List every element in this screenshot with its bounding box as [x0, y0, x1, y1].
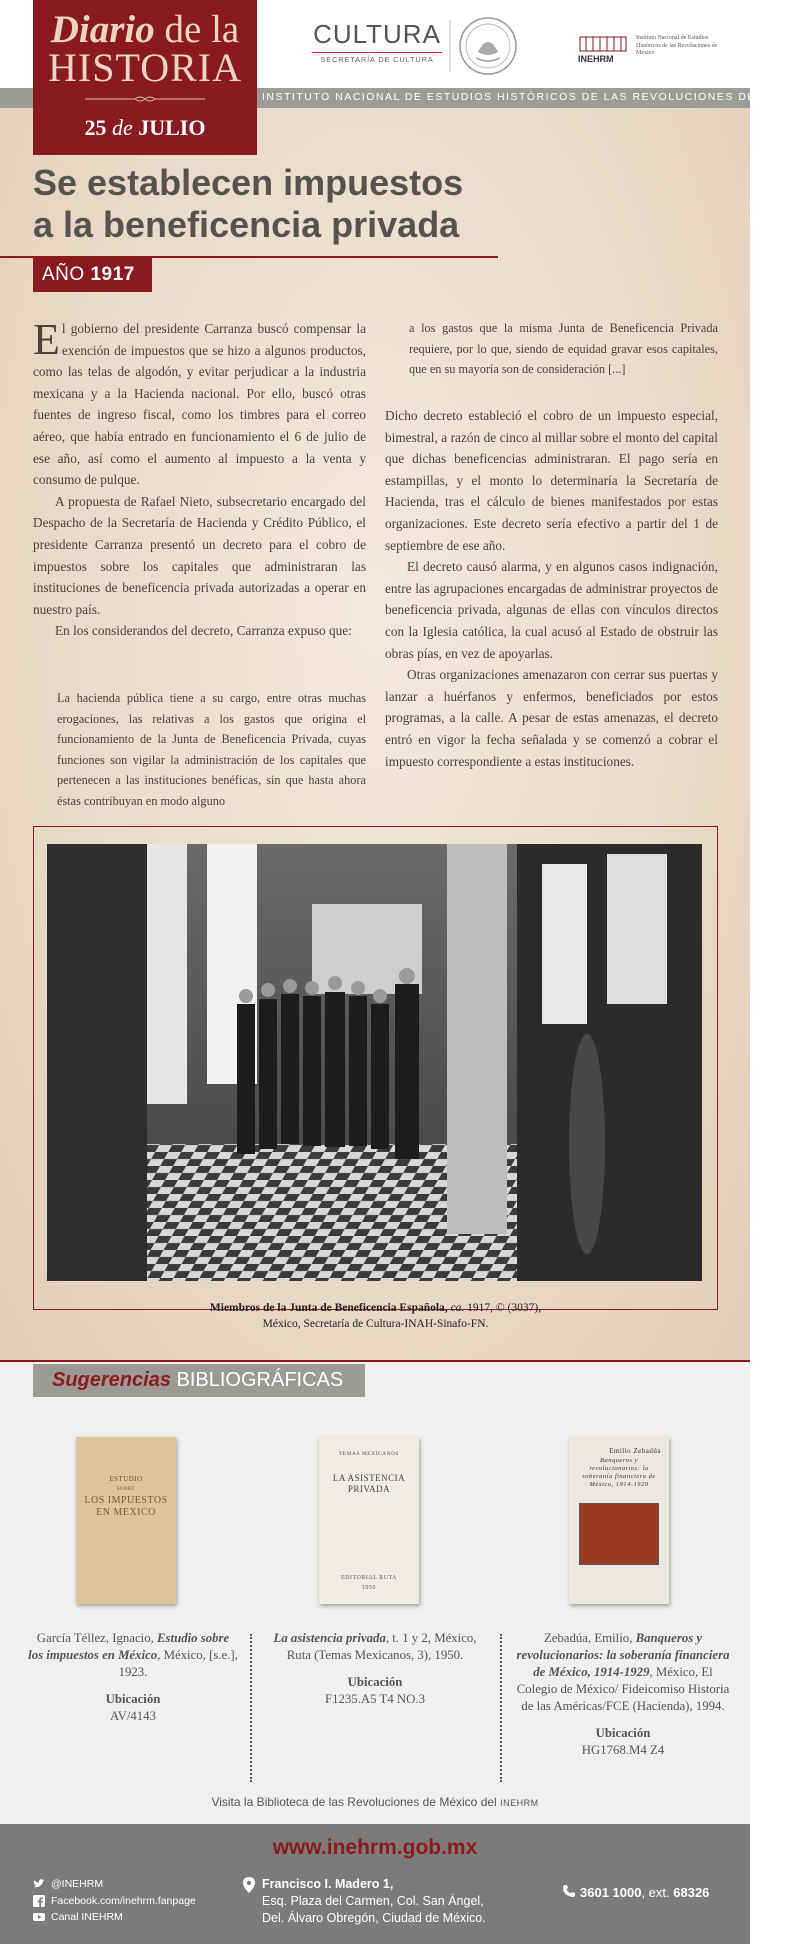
suggestions-title	[33, 1364, 365, 1397]
bib1-title: Estudio sobre los impuestos en México	[28, 1631, 230, 1662]
visit-inst: INEHRM	[500, 1798, 539, 1808]
year-value: 1917	[90, 264, 135, 285]
caption-line2: México, Secretaría de Cultura-INAH-Sinafo-FN.	[262, 1318, 489, 1330]
book-cover-2	[319, 1437, 419, 1604]
inehrm-label: INEHRM	[578, 54, 614, 64]
book1-cover-small: SOBRE	[116, 1487, 136, 1492]
book-cover-1	[76, 1437, 176, 1604]
brand-box	[33, 0, 257, 155]
photo-caption	[33, 1300, 718, 1332]
bib1-pub: , México, [s.e.], 1923.	[118, 1648, 238, 1679]
phone-number[interactable]	[580, 1885, 709, 1900]
address	[262, 1876, 486, 1927]
phone-main: 3601 1000	[580, 1885, 642, 1900]
cultura-wordmark: CULTURA	[313, 19, 441, 49]
brand-diario: Diario	[50, 8, 155, 51]
ornament-icon	[85, 95, 205, 103]
date-day: 25	[84, 115, 107, 140]
bib1-citation	[28, 1630, 238, 1681]
bib3-location: HG1768.M4 Z4	[581, 1743, 665, 1757]
caption-rest: 1917, © (3037),	[467, 1302, 542, 1314]
year-badge	[33, 258, 152, 292]
bib1-author: García Téllez, Ignacio,	[36, 1631, 154, 1645]
quote-part-1: La hacienda pública tiene a su cargo, entre otras muchas erogaciones, las relativas a los gastos que origina el funcionamiento de la Junta de Beneficencia Privada, cuyas funciones son vigilar la administración de los capitales que pertenecen a las instituciones benéficas, sin que hasta ahora éstas contribuyan en modo alguno	[57, 691, 366, 808]
facebook-link[interactable]	[33, 1893, 196, 1910]
suggestions-title-italic: Sugerencias	[52, 1369, 171, 1391]
paragraph-5: El decreto causó alarma, y en algunos casos indignación, entre las agrupaciones encargadas de administrar proyectos de beneficencia privada, algunas de ellas con vínculos directos con la Iglesia católica, la cual acusó al Estado de obstruir las obras pías, en vez de apoyarlas.	[385, 559, 718, 661]
bib2-pub: , t. 1 y 2, México, Ruta (Temas Mexicanos, 3), 1950.	[286, 1631, 477, 1662]
book3-cover-image	[579, 1503, 659, 1565]
historic-photo	[47, 844, 702, 1281]
youtube-channel: Canal INEHRM	[51, 1911, 123, 1923]
bib2-title: La asistencia privada	[273, 1631, 386, 1645]
brand-de-la: de la	[164, 8, 240, 51]
article-column-1	[33, 315, 366, 642]
bib2-citation	[262, 1630, 488, 1664]
caption-ca: ca.	[450, 1302, 465, 1314]
bib-entry-1	[28, 1630, 238, 1725]
location-pin-icon	[243, 1877, 255, 1893]
visit-library	[0, 1795, 750, 1809]
divider-1	[250, 1634, 252, 1782]
bib3-pub: , México, El Colegio de México/ Fideicomiso Historia de las Américas/FCE (Hacienda), 1994.	[516, 1665, 730, 1713]
photo-illustration	[47, 844, 702, 1281]
suggestions-title-regular: BIBLIOGRÁFICAS	[176, 1369, 344, 1391]
book3-cover-author: Emilio Zebadúa	[609, 1447, 661, 1455]
bib-entry-3	[515, 1630, 731, 1759]
caption-bold: Miembros de la Junta de Beneficencia Española,	[209, 1302, 448, 1314]
book2-cover-top: TEMAS MEXICANOS	[338, 1451, 400, 1457]
drop-cap: E	[33, 315, 60, 364]
address-street: Francisco I. Madero 1,	[262, 1877, 394, 1891]
brand-line1	[33, 10, 257, 50]
book1-cover-title: LOS IMPUESTOS EN MEXICO	[84, 1495, 168, 1518]
website-link[interactable]: www.inehrm.gob.mx	[272, 1836, 478, 1859]
quote-part-2: a los gastos que la misma Junta de Beneficencia Privada requiere, por lo que, siendo de equidad gravar esos capitales, que en su mayoría son de consideración [...]	[409, 321, 718, 376]
book2-cover-title: LA ASISTENCIA PRIVADA	[332, 1473, 406, 1494]
article-column-2	[385, 405, 718, 772]
inehrm-logo	[578, 34, 728, 64]
book-cover-3	[569, 1437, 669, 1604]
phone-icon	[562, 1884, 576, 1898]
article-title	[33, 162, 553, 246]
address-line2: Esq. Plaza del Carmen, Col. San Ángel,	[262, 1894, 484, 1908]
facebook-icon	[33, 1895, 45, 1907]
address-line3: Del. Álvaro Obregón, Ciudad de México.	[262, 1911, 486, 1925]
book3-cover-title: Banqueros y revolucionarios: la soberanía financiera de México, 1914-1929	[582, 1457, 656, 1488]
secretaria-label: SECRETARÍA DE CULTURA	[312, 52, 442, 64]
paragraph-4: Dicho decreto estableció el cobro de un impuesto especial, bimestral, a razón de cinco al millar sobre el monto del capital que dichas beneficencias administraran. El pago sería en estampillas, y el monto lo determinaría la Secretaría de Hacienda, tras el cálculo de bienes manifestados por estas organizaciones. Este decreto sería efectivo a partir del 1 de septiembre de ese año.	[385, 408, 718, 553]
book2-cover-year: 1950	[362, 1585, 376, 1591]
paragraph-6: Otras organizaciones amenazaron con cerrar sus puertas y lanzar a huérfanos y enfermos, beneficiados por estos programas, a la calle. A pesar de estas amenazas, el decreto entró en vigor la fecha señalada y se comenzó a cobrar el impuesto correspondiente a estas instituciones.	[385, 667, 718, 769]
inehrm-text: Instituto Nacional de Estudios Históricos de las Revoluciones de México	[636, 35, 718, 56]
social-links	[33, 1876, 196, 1926]
visit-text: Visita la Biblioteca de las Revoluciones de México del	[211, 1795, 497, 1809]
phone-ext-label: , ext.	[641, 1885, 670, 1900]
institute-bar-text: INSTITUTO NACIONAL DE ESTUDIOS HISTÓRICOS DE LAS REVOLUCIONES DE MÉXICO	[262, 91, 811, 103]
paragraph-1-text: l gobierno del presidente Carranza buscó compensar la exención de impuestos que se hizo a algunos productos, como las telas de algodón, y evitar perjudicar a la industria mexicana y a la Hacienda nacional. Por ello, buscó otras fuentes de ingreso fiscal, como los timbres para el correo aéreo, que había entrado en funcionamiento el 6 de julio de ese año, así como el aumento al impuesto a la venta y consumo de pulque.	[33, 321, 366, 488]
title-line2: a la beneficencia privada	[33, 204, 460, 245]
phone-ext: 68326	[673, 1885, 710, 1900]
bib2-location: F1235.A5 T4 NO.3	[324, 1692, 425, 1706]
bib3-location-label: Ubicación	[595, 1726, 651, 1740]
paragraph-1	[33, 315, 366, 491]
twitter-handle: @INEHRM	[51, 1878, 104, 1890]
year-label: AÑO	[42, 264, 85, 285]
bib3-citation	[515, 1630, 731, 1715]
title-line1: Se establecen impuestos	[33, 162, 464, 203]
brand-historia: HISTORIA	[48, 45, 242, 90]
youtube-link[interactable]	[33, 1909, 196, 1926]
bib1-location-label: Ubicación	[105, 1692, 161, 1706]
date-month: JULIO	[138, 115, 206, 140]
national-seal-icon	[456, 14, 520, 78]
paragraph-3: En los considerandos del decreto, Carranza expuso que:	[55, 623, 352, 639]
twitter-link[interactable]	[33, 1876, 196, 1893]
bib2-location-label: Ubicación	[347, 1675, 403, 1689]
paragraph-2: A propuesta de Rafael Nieto, subsecretario encargado del Despacho de la Secretaría de Hacienda y Crédito Público, el presidente Carranza presentó un decreto para el cobro de impuestos sobre los capitales que administraran las instituciones de beneficencia privada autorizadas a operar en nuestro país.	[33, 493, 366, 617]
bib-entry-2	[262, 1630, 488, 1708]
date-de: de	[111, 115, 133, 140]
twitter-icon	[33, 1878, 45, 1890]
caption-line1	[33, 1300, 718, 1316]
bib3-author: Zebadúa, Emilio,	[543, 1631, 633, 1645]
divider-2	[500, 1634, 502, 1782]
bib1-location: AV/4143	[110, 1709, 156, 1723]
facebook-handle: Facebook.com/inehrm.fanpage	[51, 1894, 196, 1907]
book2-cover-pub: EDITORIAL RUTA	[340, 1575, 397, 1581]
bib3-title: Banqueros y revolucionarios: la soberanía financiera de México, 1914-1929	[516, 1631, 730, 1679]
cultura-logo	[312, 20, 442, 64]
youtube-icon	[33, 1911, 45, 1923]
book1-cover-top: ESTUDIO	[109, 1475, 143, 1483]
date	[33, 115, 257, 141]
